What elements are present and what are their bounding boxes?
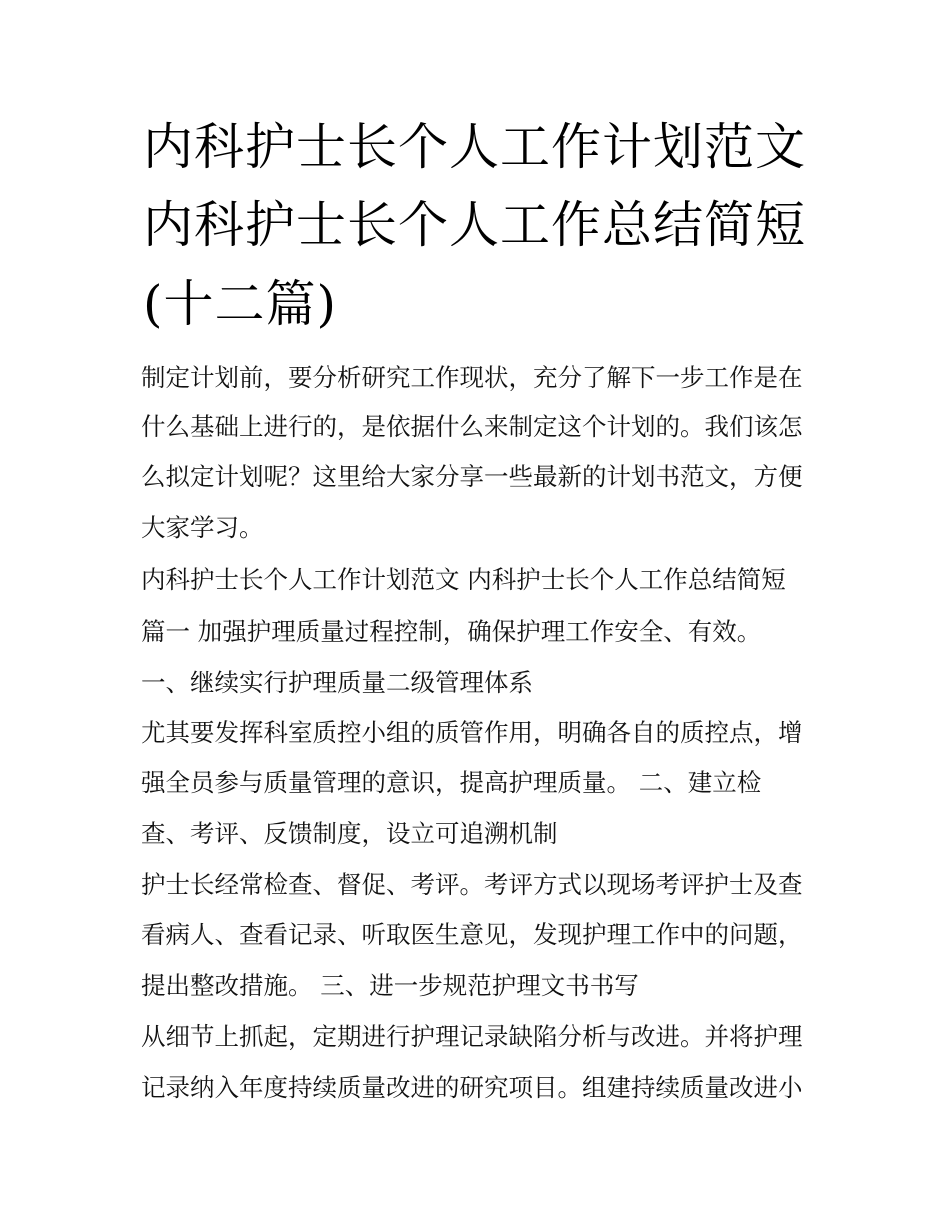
body-line-1: 制定计划前，要分析研究工作现状，充分了解下一步工作是在 (141, 363, 803, 392)
body-line-14: 从细节上抓起，定期进行护理记录缺陷分析与改进。并将护理 (141, 1022, 803, 1051)
body-line-7: 一、继续实行护理质量二级管理体系 (141, 668, 533, 697)
document-title-line-1: 内科护士长个人工作计划范文 (143, 118, 806, 176)
body-line-6: 篇一 加强护理质量过程控制，确保护理工作安全、有效。 (141, 617, 762, 646)
document-title-line-2: 内科护士长个人工作总结简短 (143, 196, 806, 254)
document-title-line-3: (十二篇) (143, 275, 338, 333)
body-line-5: 内科护士长个人工作计划范文 内科护士长个人工作总结简短 (141, 565, 786, 594)
body-line-15: 记录纳入年度持续质量改进的研究项目。组建持续质量改进小 (141, 1073, 803, 1102)
body-line-12: 看病人、查看记录、听取医生意见，发现护理工作中的问题， (141, 920, 803, 949)
body-line-11: 护士长经常检查、督促、考评。考评方式以现场考评护士及查 (141, 870, 803, 899)
body-line-4: 大家学习。 (141, 513, 264, 542)
body-line-9: 强全员参与质量管理的意识，提高护理质量。 二、建立检 (141, 768, 762, 797)
body-line-3: 么拟定计划呢？这里给大家分享一些最新的计划书范文，方便 (141, 462, 803, 491)
body-line-8: 尤其要发挥科室质控小组的质管作用，明确各自的质控点，增 (141, 718, 803, 747)
body-line-10: 查、考评、反馈制度，设立可追溯机制 (141, 819, 558, 848)
body-line-13: 提出整改措施。 三、进一步规范护理文书书写 (141, 971, 639, 1000)
body-line-2: 什么基础上进行的，是依据什么来制定这个计划的。我们该怎 (141, 412, 803, 441)
